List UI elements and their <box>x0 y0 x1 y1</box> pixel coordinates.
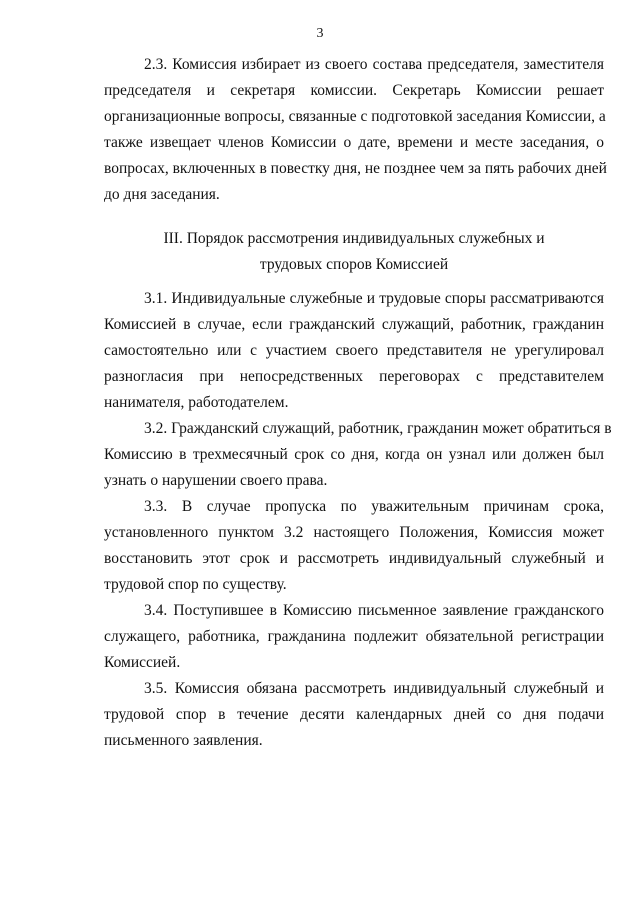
paragraph-line: самостоятельно или с участием своего представителя не урегулировал <box>104 342 604 359</box>
paragraph-3-1 <box>104 286 604 416</box>
paragraph-3-4 <box>104 598 604 676</box>
paragraph-line: установленного пунктом 3.2 настоящего Положения, Комиссия может <box>104 524 604 541</box>
paragraph-line: 3.5. Комиссия обязана рассмотреть индивидуальный служебный и <box>144 680 604 697</box>
paragraph-line: узнать о нарушении своего права. <box>104 472 328 489</box>
section-heading <box>104 226 604 278</box>
paragraph-line: 3.2. Гражданский служащий, работник, гражданин может обратиться в <box>144 420 612 437</box>
paragraph-line: до дня заседания. <box>104 186 220 203</box>
document-body <box>104 52 612 754</box>
paragraph-line: нанимателя, работодателем. <box>104 394 289 411</box>
paragraph-line: организационные вопросы, связанные с подготовкой заседания Комиссии, а <box>104 108 606 125</box>
page-number: 3 <box>316 26 324 41</box>
paragraph-3-3 <box>104 494 604 598</box>
paragraph-line: 3.1. Индивидуальные служебные и трудовые споры рассматриваются <box>144 290 604 307</box>
paragraph-line: 3.4. Поступившее в Комиссию письменное заявление гражданского <box>144 602 604 619</box>
paragraph-line: Комиссию в трехмесячный срок со дня, когда он узнал или должен был <box>104 446 604 463</box>
section-heading-line: трудовых споров Комиссией <box>259 256 449 273</box>
paragraph-line: разногласия при непосредственных переговорах с представителем <box>104 368 604 385</box>
paragraph-2-3 <box>104 52 607 208</box>
paragraph-line: 3.3. В случае пропуска по уважительным причинам срока, <box>144 498 604 515</box>
paragraph-line: также извещает членов Комиссии о дате, времени и месте заседания, о <box>104 134 604 151</box>
section-heading-line: III. Порядок рассмотрения индивидуальных служебных и <box>163 230 545 247</box>
paragraph-line: служащего, работника, гражданина подлежит обязательной регистрации <box>104 628 604 645</box>
paragraph-3-2 <box>104 416 612 494</box>
paragraph-line: Комиссией. <box>104 654 181 671</box>
paragraph-line: Комиссией в случае, если гражданский служащий, работник, гражданин <box>104 316 604 333</box>
paragraph-line: 2.3. Комиссия избирает из своего состава председателя, заместителя <box>144 56 604 73</box>
paragraph-line: вопросах, включенных в повестку дня, не позднее чем за пять рабочих дней <box>104 160 607 177</box>
paragraph-line: председателя и секретаря комиссии. Секретарь Комиссии решает <box>104 82 604 99</box>
paragraph-line: письменного заявления. <box>104 732 263 749</box>
paragraph-3-5 <box>104 676 604 754</box>
paragraph-line: восстановить этот срок и рассмотреть индивидуальный служебный и <box>104 550 604 567</box>
paragraph-line: трудовой спор в течение десяти календарных дней со дня подачи <box>104 706 604 723</box>
paragraph-line: трудовой спор по существу. <box>104 576 287 593</box>
